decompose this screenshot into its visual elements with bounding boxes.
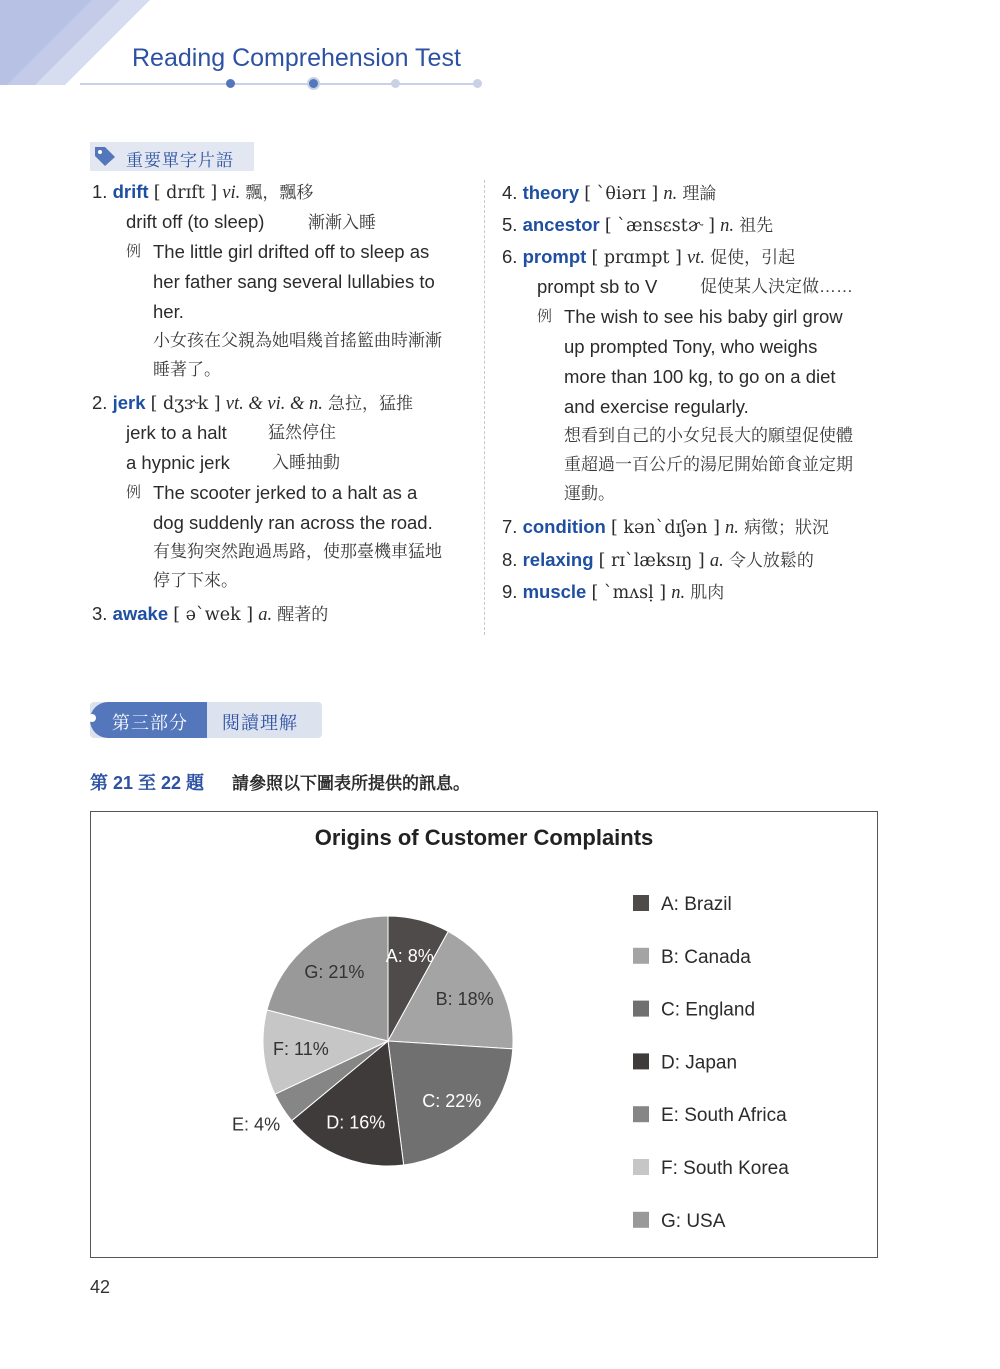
legend-label: E: South Africa (661, 1105, 787, 1127)
vocab-ipa: [ kənˋdɪʃən ] (610, 518, 720, 538)
vocab-pos: vt. (686, 248, 705, 268)
legend-label: D: Japan (661, 1052, 738, 1074)
header-dot (391, 79, 400, 88)
legend-label: A: Brazil (661, 894, 732, 915)
phrase-zh: 猛然停住 (268, 423, 336, 442)
vocab-ipa: [ ˋmʌsḷ ] (591, 583, 667, 603)
example-zh: 重超過一百公斤的湯尼開始節食並定期 (564, 455, 853, 474)
phrase-en: jerk to a halt (126, 422, 227, 443)
vocab-pos: a. (258, 605, 273, 625)
example-en: The little girl drifted off to sleep as (153, 241, 430, 262)
vocab-item-jerk (92, 392, 413, 415)
phrase-en: prompt sb to V (537, 276, 658, 297)
example-zh: 有隻狗突然跑過馬路，使那臺機車猛地 (153, 542, 442, 561)
vocab-word: drift (112, 181, 149, 202)
chart-title: Origins of Customer Complaints (314, 825, 654, 850)
item-number: 9. (502, 581, 518, 602)
vocab-meaning: 飄，飄移 (245, 183, 314, 202)
item-number: 1. (92, 181, 108, 202)
header-dot (226, 79, 235, 88)
phrase-zh: 促使某人決定做…… (700, 277, 853, 296)
legend-label: C: England (661, 999, 756, 1021)
legend-label: B: Canada (661, 946, 751, 968)
section-dot (88, 714, 96, 722)
section-label: 第三部分 (112, 713, 188, 733)
header-dot (309, 79, 318, 88)
example-zh: 停了下來。 (153, 571, 238, 590)
example-en: up prompted Tony, who weighs (564, 336, 818, 357)
slice-label: G: 21% (304, 961, 365, 982)
vocab-item-prompt (502, 246, 795, 269)
vocab-pos: n. (720, 216, 734, 236)
vocab-meaning: 醒著的 (277, 605, 329, 624)
question-instruction: 請參照以下圖表所提供的訊息。 (232, 774, 470, 793)
legend-swatch (633, 895, 649, 911)
vocab-meaning: 令人放鬆的 (728, 551, 814, 570)
example-zh: 睡著了。 (153, 360, 221, 379)
example-icon: 例 (126, 484, 142, 501)
vocab-word: relaxing (522, 549, 594, 570)
example-en: dog suddenly ran across the road. (153, 512, 433, 533)
vocab-pos: n. (663, 184, 678, 204)
slice-label: D: 16% (326, 1112, 386, 1133)
legend-swatch (633, 1159, 649, 1175)
legend-swatch (633, 1212, 649, 1228)
item-number: 2. (92, 392, 108, 413)
example-icon: 例 (126, 243, 142, 260)
vocab-item-relaxing (502, 549, 814, 572)
vocab-meaning: 祖先 (739, 216, 774, 235)
vocab-ipa: [ əˋwek ] (173, 605, 254, 625)
slice-label: A: 8% (385, 946, 434, 967)
legend-swatch (633, 1106, 649, 1122)
header-rule (80, 83, 480, 85)
item-number: 7. (502, 516, 518, 537)
item-number: 4. (502, 182, 518, 203)
vocab-ipa: [ prɑmpt ] (591, 248, 682, 268)
section-subtitle: 閱讀理解 (222, 713, 298, 733)
question-range: 第 21 至 22 題 (90, 773, 205, 793)
slice-label: F: 11% (273, 1039, 329, 1060)
vocab-ipa: [ rɪˋlæksɪŋ ] (598, 551, 705, 571)
pie-chart (90, 811, 878, 1258)
legend-swatch (633, 1001, 649, 1017)
vocab-item-theory (502, 182, 716, 205)
item-number: 6. (502, 246, 518, 267)
legend-swatch (633, 948, 649, 964)
page-header-title: Reading Comprehension Test (132, 44, 461, 72)
example-en: The wish to see his baby girl grow (564, 306, 843, 327)
vocab-meaning: 理論 (682, 184, 717, 203)
example-en: more than 100 kg, to go on a diet (564, 366, 836, 387)
vocab-pos: n. (725, 518, 739, 538)
vocab-word: muscle (522, 581, 587, 602)
vocab-ipa: [ drɪft ] (153, 183, 218, 203)
vocab-item-condition (502, 516, 829, 539)
vocab-word: prompt (522, 246, 587, 267)
vocab-item-muscle (502, 581, 724, 604)
vocab-word: awake (112, 603, 169, 624)
item-number: 8. (502, 549, 518, 570)
example-zh: 想看到自己的小女兒長大的願望促使體 (564, 426, 853, 445)
vocab-word: theory (522, 182, 580, 203)
vocab-pos: vt. & vi. & n. (225, 394, 323, 414)
vocab-ipa: [ ˋænsɛstɚ ] (604, 216, 715, 236)
example-zh: 小女孩在父親為她唱幾首搖籃曲時漸漸 (153, 331, 442, 350)
slice-label: E: 4% (232, 1114, 281, 1135)
vocab-item-ancestor (502, 214, 773, 237)
vocab-ipa: [ dʒɝk ] (150, 394, 221, 414)
legend-swatch (633, 1053, 649, 1069)
phrase-en: a hypnic jerk (126, 452, 230, 473)
vocab-pos: n. (671, 583, 686, 603)
vocab-pos: vi. (222, 183, 241, 203)
header-dot (473, 79, 482, 88)
vocab-meaning: 急拉，猛推 (328, 394, 414, 413)
item-number: 5. (502, 214, 518, 235)
example-icon: 例 (537, 308, 553, 325)
tag-icon (93, 145, 117, 167)
example-en: her. (153, 301, 184, 322)
vocab-meaning: 病徵；狀況 (744, 518, 830, 537)
column-divider (484, 180, 485, 635)
vocab-meaning: 促使，引起 (710, 248, 796, 267)
phrase-zh: 入睡抽動 (272, 453, 340, 472)
phrase-zh: 漸漸入睡 (308, 213, 376, 232)
vocab-section-title: 重要單字片語 (126, 151, 234, 170)
vocab-ipa: [ ˋθiərɪ ] (584, 184, 659, 204)
legend-label: G: USA (661, 1210, 726, 1232)
example-zh: 運動。 (564, 484, 615, 503)
vocab-item-drift (92, 181, 313, 204)
example-en: and exercise regularly. (564, 396, 749, 417)
example-en: The scooter jerked to a halt as a (153, 482, 418, 503)
slice-label: C: 22% (422, 1090, 482, 1111)
vocab-word: jerk (112, 392, 146, 413)
item-number: 3. (92, 603, 108, 624)
vocab-pos: a. (709, 551, 724, 571)
vocab-meaning: 肌肉 (690, 583, 725, 602)
legend-label: F: South Korea (661, 1158, 789, 1179)
vocab-item-awake (92, 603, 328, 626)
example-en: her father sang several lullabies to (153, 271, 435, 292)
vocab-word: ancestor (522, 214, 600, 235)
vocab-word: condition (522, 516, 606, 537)
slice-label: B: 18% (435, 988, 494, 1009)
phrase-en: drift off (to sleep) (126, 211, 265, 232)
page-number: 42 (90, 1277, 111, 1297)
